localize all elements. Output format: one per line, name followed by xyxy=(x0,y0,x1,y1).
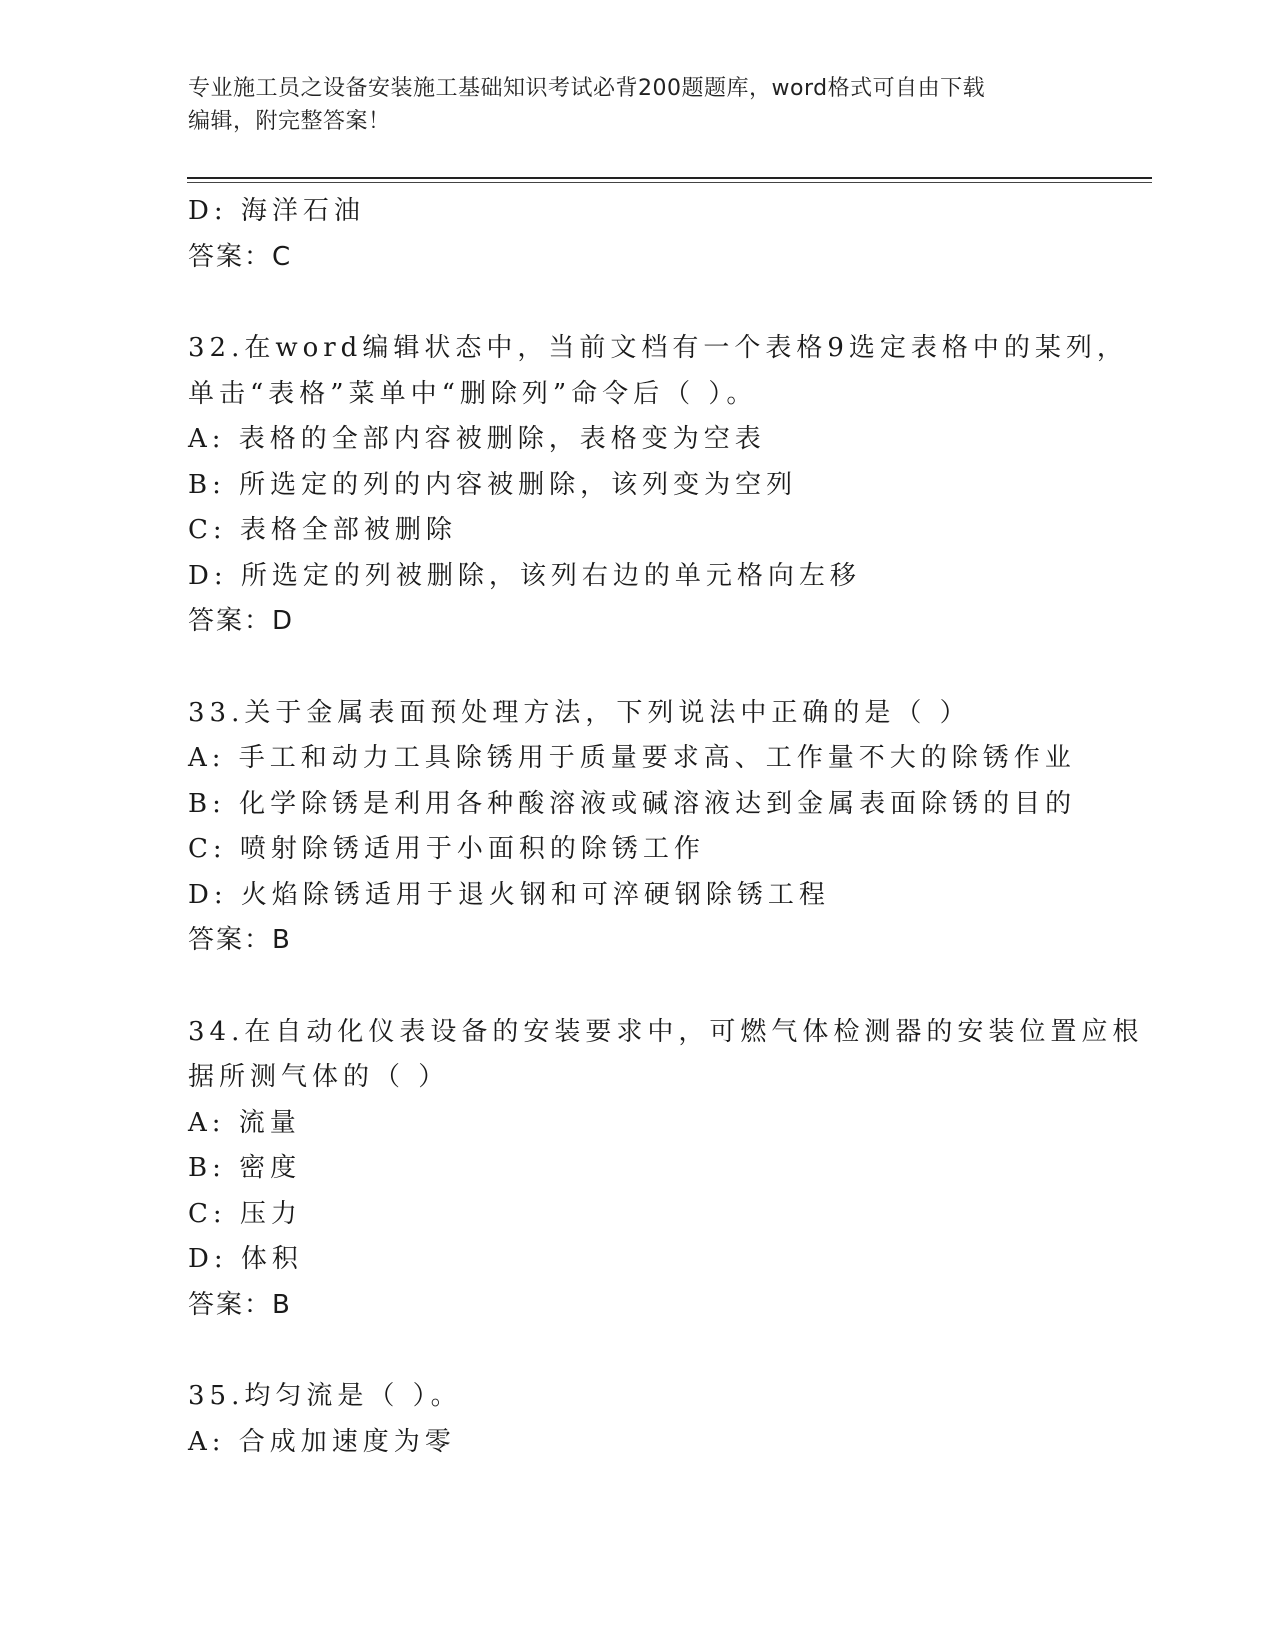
question-text: 34.在自动化仪表设备的安装要求中，可燃气体检测器的安装位置应根 xyxy=(188,1016,1144,1047)
answer-line: 答案：B xyxy=(188,1289,292,1320)
option-c: C: 表格全部被删除 xyxy=(188,515,457,545)
option-b: B: 密度 xyxy=(188,1153,302,1183)
answer-line: 答案：B xyxy=(188,925,292,955)
answer-line: 答案：C xyxy=(188,241,293,272)
option-d: D: 所选定的列被删除，该列右边的单元格向左移 xyxy=(188,560,861,591)
option-a: A: 流量 xyxy=(188,1107,301,1138)
spacer xyxy=(188,280,1148,326)
option-d: D: 火焰除锈适用于退火钢和可淬硬钢除锈工程 xyxy=(188,879,830,910)
question-fragment xyxy=(188,189,1148,280)
header-title-line-2: 编辑，附完整答案！ xyxy=(188,109,391,134)
question-text: 据所测气体的（ ） xyxy=(188,1062,450,1092)
option-d: D: 体积 xyxy=(188,1244,303,1274)
option-c: C: 压力 xyxy=(188,1198,302,1229)
option-a: A: 合成加速度为零 xyxy=(188,1426,456,1457)
question-text: 32.在word编辑状态中，当前文档有一个表格9选定表格中的某列， xyxy=(188,333,1128,363)
question-text: 33.关于金属表面预处理方法，下列说法中正确的是（ ） xyxy=(188,697,971,728)
question-35 xyxy=(188,1374,1148,1465)
question-text: 35.均匀流是（ ）。 xyxy=(188,1381,462,1411)
header-rule-thin xyxy=(187,182,1152,183)
question-34 xyxy=(188,1010,1148,1329)
document-header xyxy=(188,72,1088,138)
option-b: B: 化学除锈是利用各种酸溶液或碱溶液达到金属表面除锈的目的 xyxy=(188,788,1077,819)
answer-line: 答案：D xyxy=(188,606,295,636)
header-title-line-1: 专业施工员之设备安装施工基础知识考试必背200题题库，word格式可自由下载 xyxy=(188,76,986,101)
question-32 xyxy=(188,326,1148,645)
option-a: A: 表格的全部内容被删除，表格变为空表 xyxy=(188,424,766,454)
spacer xyxy=(188,964,1148,1010)
spacer xyxy=(188,645,1148,691)
option-d: D: 海洋石油 xyxy=(188,196,365,226)
question-33 xyxy=(188,691,1148,964)
document-body xyxy=(188,189,1148,1465)
option-c: C: 喷射除锈适用于小面积的除锈工作 xyxy=(188,834,705,864)
header-rule-thick xyxy=(187,177,1152,179)
question-text: 单击“表格”菜单中“删除列”命令后（ ）。 xyxy=(188,378,758,409)
option-a: A: 手工和动力工具除锈用于质量要求高、工作量不大的除锈作业 xyxy=(188,743,1076,773)
spacer xyxy=(188,1328,1148,1374)
option-b: B: 所选定的列的内容被删除，该列变为空列 xyxy=(188,469,798,500)
